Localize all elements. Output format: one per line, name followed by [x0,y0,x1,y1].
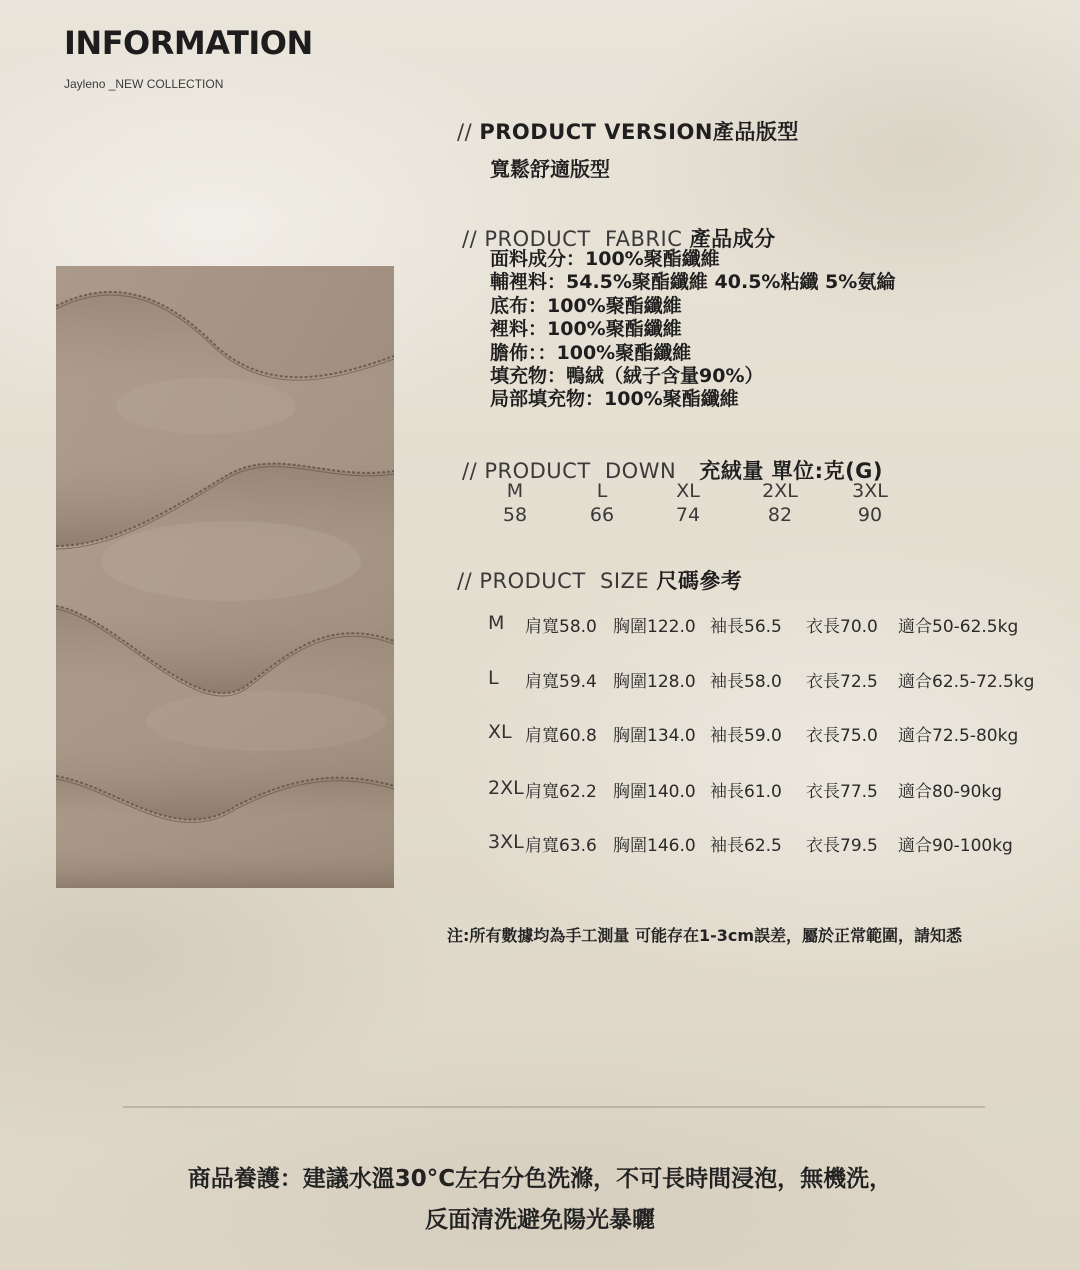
fabric-heading-cn: 產品成分 [689,227,776,251]
down-size-label: L [596,480,608,502]
collection-subtitle: Jayleno _NEW COLLECTION [64,77,224,91]
table-row [488,667,1048,691]
fabric-line: 局部填充物：100%聚酯纖維 [490,388,739,411]
size-label: 2XL [488,777,524,799]
size-heading-cn: 尺碼參考 [656,569,743,593]
section-prefix: // [462,227,478,251]
down-size-label: M [506,480,524,502]
chest-cell: 胸圍122.0 [613,617,696,637]
length-cell: 衣長79.5 [806,836,878,856]
chest-cell: 胸圍140.0 [613,782,696,802]
care-line-1: 商品養護：建議水溫30°C左右分色洗滌，不可長時間浸泡，無機洗， [187,1166,893,1192]
fit-cell: 適合80-90kg [898,782,1003,802]
down-heading-text: PRODUCT DOWN [484,459,677,483]
length-cell: 衣長77.5 [806,782,878,802]
chest-cell: 胸圍146.0 [613,836,696,856]
shoulder-cell: 肩寬59.4 [525,672,597,692]
chest-cell: 胸圍134.0 [613,726,696,746]
measurement-note: 注:所有數據均為手工測量 可能存在1-3cm誤差，屬於正常範圍，請知悉 [447,926,963,945]
shoulder-cell: 肩寬60.8 [525,726,597,746]
section-prefix: // [457,569,473,593]
fabric-heading-text: PRODUCT FABRIC [484,227,683,251]
divider [123,1106,985,1108]
sleeve-cell: 袖長56.5 [710,617,782,637]
fabric-line: 底布：100%聚酯纖維 [490,294,682,317]
section-prefix: // [462,459,478,483]
down-value: 90 [857,504,883,526]
size-label: L [488,667,499,689]
fabric-line: 面料成分：100%聚酯纖維 [490,248,720,270]
fit-cell: 適合50-62.5kg [898,617,1019,637]
length-cell: 衣長75.0 [806,726,878,746]
version-heading [457,116,799,146]
fabric-line: 填充物：鴨絨（絨子含量90%） [490,365,764,388]
shoulder-cell: 肩寬62.2 [525,782,597,802]
size-label: 3XL [488,831,524,853]
down-size-label: 3XL [852,480,888,502]
table-row [488,612,1048,636]
down-size-label: XL [676,480,700,502]
down-value: 82 [767,504,793,526]
sleeve-cell: 袖長61.0 [710,782,782,802]
length-cell: 衣長70.0 [806,617,878,637]
size-label: M [488,612,505,634]
chest-cell: 胸圍128.0 [613,672,696,692]
sleeve-cell: 袖長62.5 [710,836,782,856]
shoulder-cell: 肩寬58.0 [525,617,597,637]
size-label: XL [488,721,512,743]
product-fabric-image [56,266,394,888]
fabric-list [490,248,895,412]
down-value: 58 [502,504,528,526]
care-line-2: 反面清洗避免陽光暴曬 [425,1207,655,1233]
table-row [488,777,1048,801]
fit-cell: 適合62.5-72.5kg [898,672,1035,692]
page-title: INFORMATION [64,24,313,62]
fit-cell: 適合90-100kg [898,836,1013,856]
table-row [488,831,1048,855]
sleeve-cell: 袖長59.0 [710,726,782,746]
version-value: 寬鬆舒適版型 [490,157,610,181]
section-prefix: // [457,120,473,144]
version-heading-text: PRODUCT VERSION產品版型 [479,120,799,144]
fabric-line: 膽佈：：100%聚酯纖維 [490,341,692,364]
fit-cell: 適合72.5-80kg [898,726,1019,746]
size-heading [457,565,742,595]
fabric-line: 輔裡料：54.5%聚酯纖維 40.5%粘纖 5%氨綸 [490,271,896,294]
sleeve-cell: 袖長58.0 [710,672,782,692]
down-value: 74 [675,504,701,526]
down-value: 66 [589,504,615,526]
table-row [488,721,1048,745]
length-cell: 衣長72.5 [806,672,878,692]
size-heading-text: PRODUCT SIZE [479,569,650,593]
fabric-line: 裡料：100%聚酯纖維 [490,318,682,341]
shoulder-cell: 肩寬63.6 [525,836,597,856]
down-heading-cn: 充絨量 單位:克(G) [699,459,884,483]
down-size-label: 2XL [762,480,798,502]
